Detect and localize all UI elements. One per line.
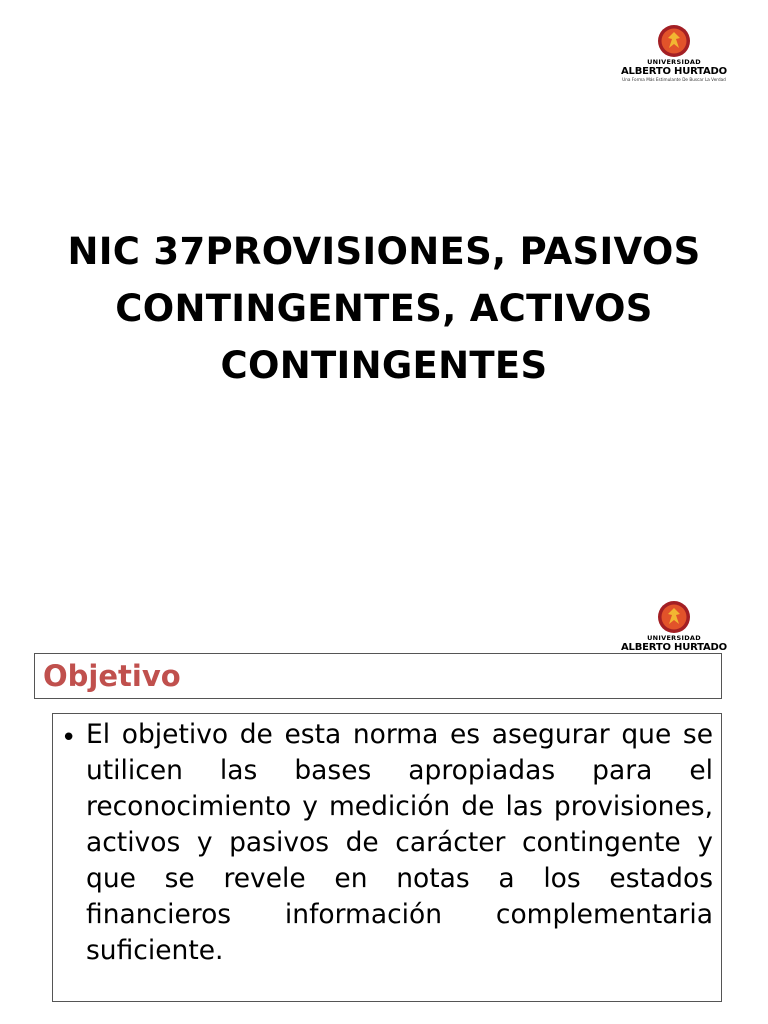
logo-line-1: UNIVERSIDAD — [647, 634, 701, 642]
bullet-text: El objetivo de esta norma es asegurar que se utilicen las bases apropiadas para el reconocimiento y medición de las provisiones, activos y pasivos de carácter contingente y que se revele en notas a los estados financieros información complementaria suficiente. — [86, 719, 713, 966]
logo-line-1: UNIVERSIDAD — [647, 58, 701, 66]
bullet-icon: • — [61, 723, 77, 753]
content-box — [52, 713, 722, 1002]
heading-box — [34, 653, 722, 699]
section-heading: Objetivo — [43, 659, 181, 693]
list-item — [53, 714, 721, 969]
slide-title: NIC 37PROVISIONES, PASIVOS CONTINGENTES, ACTIVOS CONTINGENTES — [67, 230, 701, 387]
university-logo — [614, 24, 734, 83]
bullet-list — [53, 714, 721, 969]
objective-slide — [0, 590, 768, 1024]
university-logo — [614, 600, 734, 653]
logo-line-2: ALBERTO HURTADO — [621, 642, 727, 653]
logo-tagline: Una Forma Más Estimulante De Buscar La Verdad — [622, 77, 726, 82]
university-seal-icon — [657, 600, 691, 634]
university-seal-icon — [657, 24, 691, 58]
logo-line-2: ALBERTO HURTADO — [621, 66, 727, 77]
